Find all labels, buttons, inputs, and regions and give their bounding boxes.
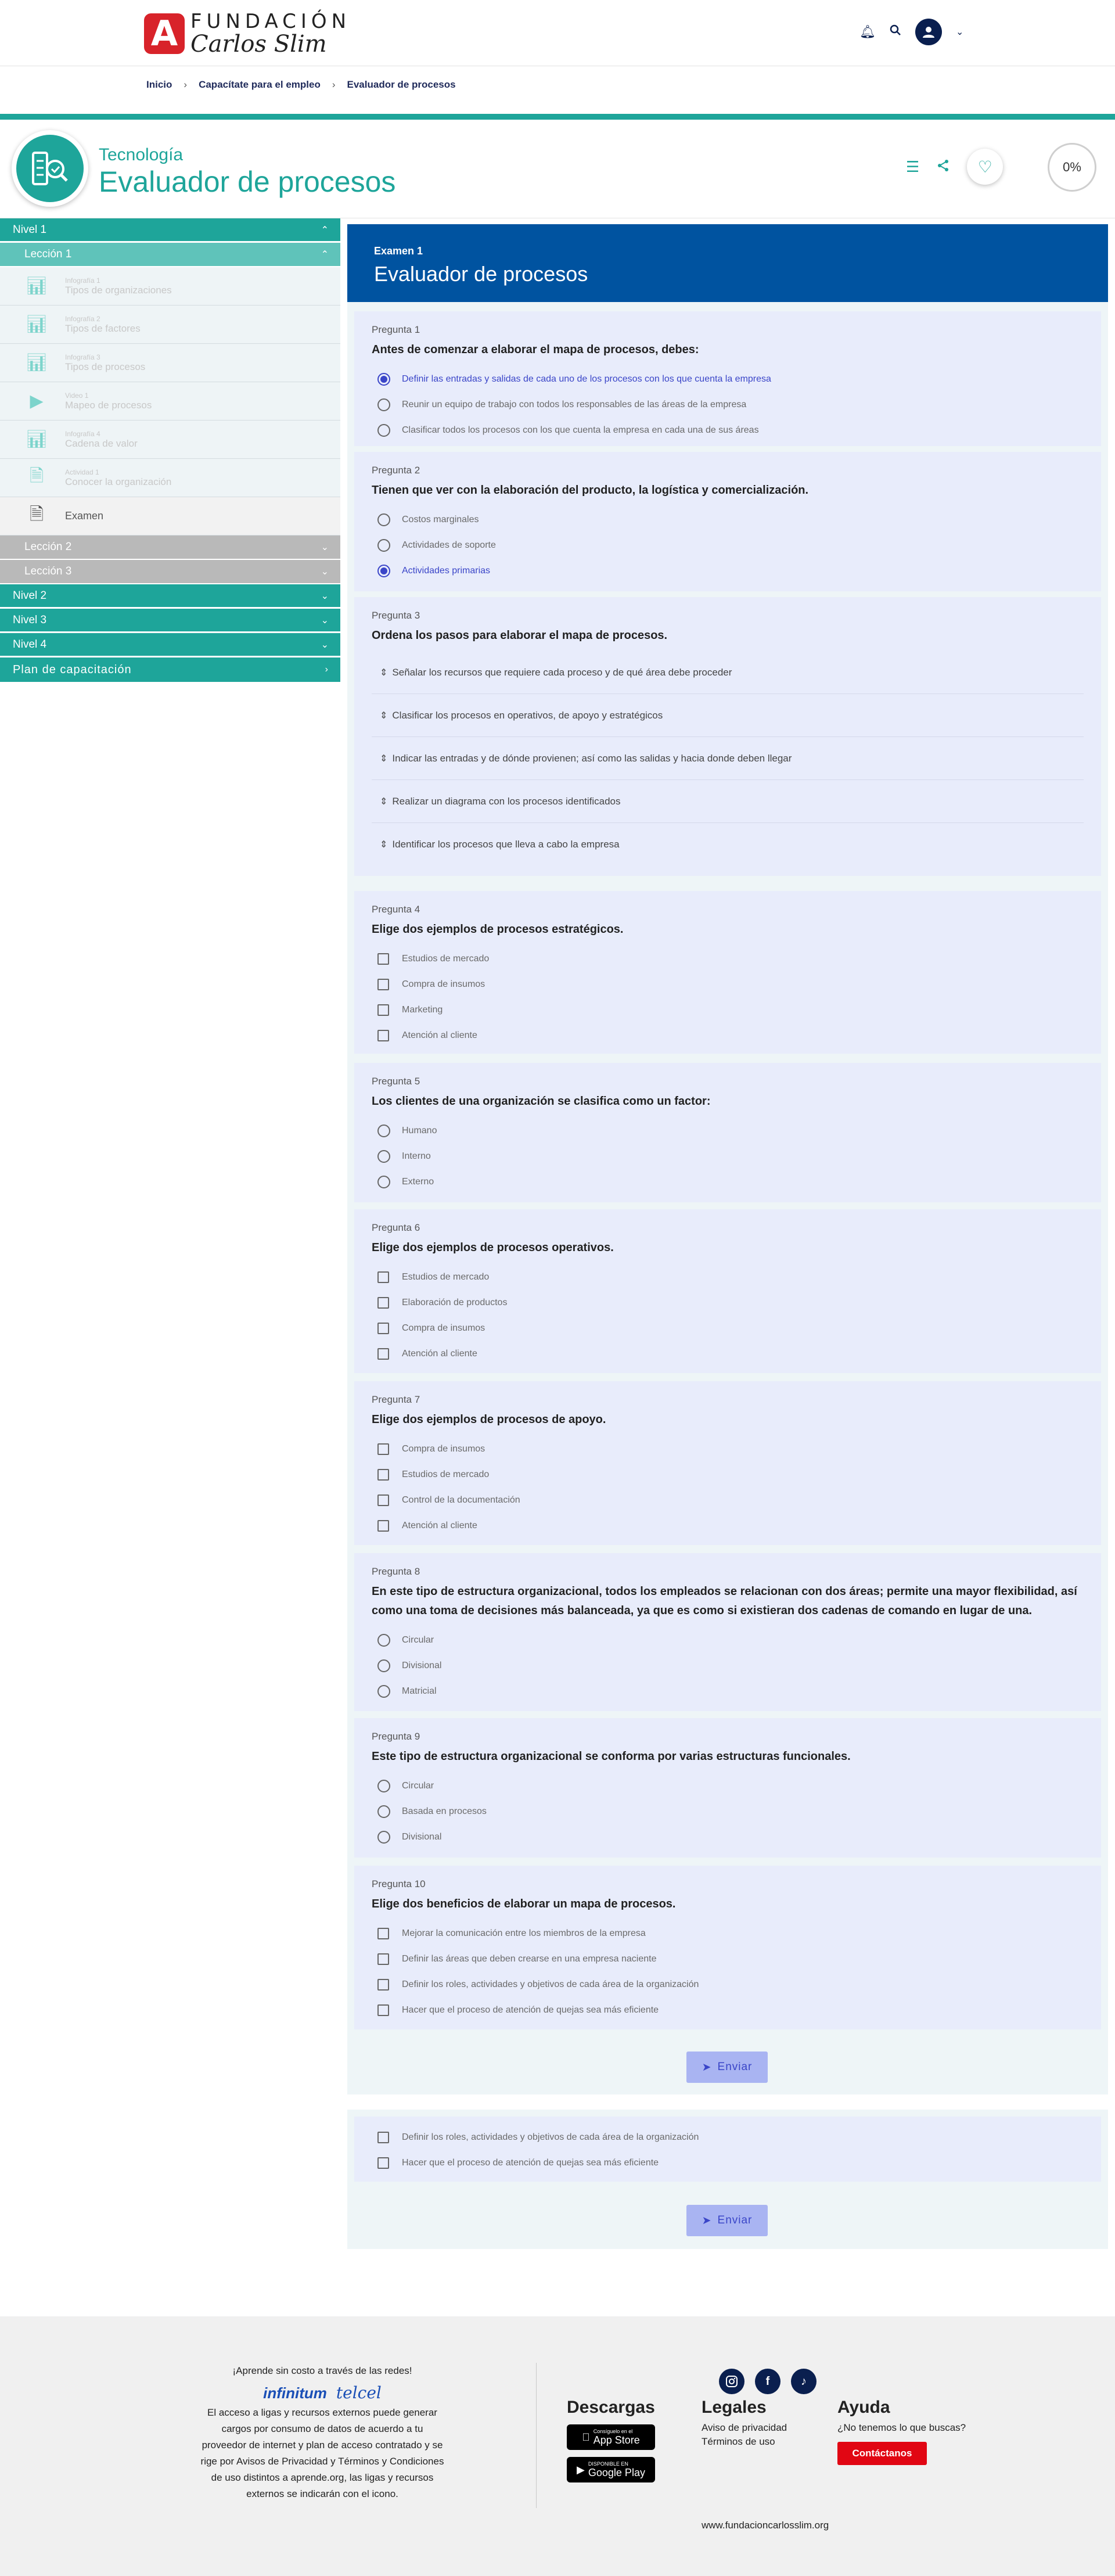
legal-title: Legales bbox=[702, 2398, 767, 2417]
sort-label: Identificar los procesos que lleva a cabo la empresa bbox=[392, 839, 620, 850]
radio-option[interactable] bbox=[372, 1118, 1084, 1144]
option-label: Definir los roles, actividades y objetivos de cada área de la organización bbox=[402, 2132, 699, 2142]
checkbox[interactable] bbox=[377, 953, 389, 965]
social-text: ¡Aprende sin costo a través de las redes! bbox=[232, 2365, 412, 2376]
social-icons bbox=[719, 2369, 817, 2394]
exam-panel bbox=[347, 224, 1108, 2094]
question-4 bbox=[354, 891, 1101, 1054]
help-text: ¿No tenemos lo que buscas? bbox=[837, 2422, 966, 2433]
send-label: Enviar bbox=[717, 2214, 753, 2226]
sidebar-lesson-2[interactable] bbox=[0, 536, 340, 560]
checkbox[interactable] bbox=[377, 1004, 389, 1016]
chevron-down-icon: ⌄ bbox=[321, 639, 329, 650]
checkbox-option[interactable] bbox=[372, 1264, 1084, 1290]
course-category: Tecnología bbox=[99, 145, 184, 164]
question-label: Pregunta 4 bbox=[372, 904, 420, 915]
sidebar-item-actividad-1[interactable] bbox=[0, 459, 340, 497]
radio-selected[interactable] bbox=[377, 373, 390, 386]
send-label: Enviar bbox=[717, 2061, 753, 2073]
item-title: Conocer la organización bbox=[65, 476, 172, 487]
exam-title: Evaluador de procesos bbox=[374, 262, 588, 286]
radio-option[interactable] bbox=[372, 1653, 1084, 1679]
radio-option[interactable] bbox=[372, 533, 1084, 558]
question-5 bbox=[354, 1063, 1101, 1202]
question-label: Pregunta 8 bbox=[372, 1566, 420, 1577]
question-6 bbox=[354, 1209, 1101, 1373]
exam-icon: 🗎︎ bbox=[29, 505, 44, 524]
share-icon[interactable] bbox=[937, 158, 949, 176]
radio-option[interactable] bbox=[372, 1824, 1084, 1850]
option-label: Estudios de mercado bbox=[402, 954, 490, 964]
option-label: Basada en procesos bbox=[402, 1806, 487, 1816]
play-label: Google Play bbox=[588, 2466, 645, 2478]
sidebar-item-infografia-1[interactable] bbox=[0, 267, 340, 306]
sort-label: Realizar un diagrama con los procesos identificados bbox=[392, 795, 621, 807]
checkbox-option[interactable] bbox=[372, 1946, 1084, 1972]
sidebar-lesson-1[interactable] bbox=[0, 243, 340, 267]
radio-button[interactable] bbox=[377, 1150, 390, 1163]
sort-handle-icon[interactable]: ⇕ bbox=[380, 840, 388, 850]
downloads-column bbox=[567, 2398, 655, 2482]
sortable-item[interactable] bbox=[372, 823, 1084, 866]
facebook-icon[interactable]: f bbox=[755, 2369, 780, 2394]
terms-link[interactable]: Términos de uso bbox=[702, 2436, 775, 2447]
chevron-down-icon: ⌄ bbox=[321, 567, 329, 577]
radio-button[interactable] bbox=[377, 398, 390, 411]
sidebar-level-1[interactable] bbox=[0, 218, 340, 243]
infinitum-logo[interactable]: infinitum bbox=[263, 2384, 327, 2402]
option-label: Compra de insumos bbox=[402, 979, 485, 989]
item-type: Infografía 1 bbox=[65, 276, 100, 285]
question-text: Elige dos ejemplos de procesos de apoyo. bbox=[372, 1413, 606, 1426]
option-label: Interno bbox=[402, 1151, 431, 1161]
option-label: Hacer que el proceso de atención de quejas sea más eficiente bbox=[402, 2005, 659, 2015]
radio-option[interactable] bbox=[372, 418, 1084, 443]
option-label: Definir las áreas que deben crearse en una empresa naciente bbox=[402, 1954, 657, 1964]
question-label: Pregunta 10 bbox=[372, 1878, 426, 1889]
send-icon: ➤ bbox=[702, 2214, 712, 2227]
question-label: Pregunta 1 bbox=[372, 324, 420, 335]
heart-icon[interactable]: ♡ bbox=[967, 149, 1003, 185]
help-column bbox=[837, 2398, 966, 2465]
apple-icon bbox=[582, 2431, 590, 2444]
sort-label: Indicar las entradas y de dónde provienen; así como las salidas y hacia donde deben llegar bbox=[392, 752, 792, 764]
question-label: Pregunta 5 bbox=[372, 1076, 420, 1087]
question-label: Pregunta 9 bbox=[372, 1731, 420, 1742]
play-icon: ▶ bbox=[577, 2463, 585, 2476]
option-label: Marketing bbox=[402, 1005, 443, 1015]
checkbox-option[interactable] bbox=[372, 1316, 1084, 1341]
sort-handle-icon[interactable]: ⇕ bbox=[380, 753, 388, 764]
option-label: Divisional bbox=[402, 1832, 442, 1842]
checkbox-option[interactable] bbox=[372, 1972, 1084, 1997]
infographic-icon: 📊︎ bbox=[25, 315, 48, 334]
checkbox[interactable] bbox=[377, 979, 389, 990]
option-label: Atención al cliente bbox=[402, 1349, 477, 1359]
course-icon bbox=[12, 130, 88, 207]
question-text: En este tipo de estructura organizacional, todos los empleados se relacionan con dos áreas; permite una mayor flexibilidad, así como una toma de decisiones más balanceada, ya que es como si existieran dos cadenas de comando en lugar de una. bbox=[372, 1585, 1077, 1617]
list-icon[interactable]: ☰ bbox=[906, 157, 920, 175]
checkbox[interactable] bbox=[377, 1979, 389, 1991]
checkbox[interactable] bbox=[377, 1494, 389, 1506]
question-8 bbox=[354, 1553, 1101, 1711]
checkbox-option[interactable] bbox=[372, 1341, 1084, 1367]
radio-option[interactable] bbox=[372, 367, 1084, 392]
checkbox[interactable] bbox=[377, 1271, 389, 1283]
option-label: Matricial bbox=[402, 1686, 437, 1696]
item-title: Mapeo de procesos bbox=[65, 399, 152, 411]
logo-mark: A bbox=[144, 13, 185, 54]
radio-button[interactable] bbox=[377, 1831, 390, 1844]
help-title: Ayuda bbox=[837, 2398, 890, 2417]
option-label: Estudios de mercado bbox=[402, 1470, 490, 1479]
sidebar-item-infografia-2[interactable] bbox=[0, 306, 340, 344]
radio-option[interactable] bbox=[372, 1627, 1084, 1653]
checkbox-option[interactable] bbox=[372, 1462, 1084, 1488]
panel-gap bbox=[347, 2094, 1108, 2106]
breadcrumb-section[interactable]: Capacítate para el empleo bbox=[199, 79, 321, 90]
sidebar-item-infografia-4[interactable] bbox=[0, 421, 340, 459]
infographic-icon: 📊︎ bbox=[25, 353, 48, 372]
radio-option[interactable] bbox=[372, 507, 1084, 533]
lesson-label: Lección 3 bbox=[24, 565, 72, 577]
question-text: Ordena los pasos para elaborar el mapa de procesos. bbox=[372, 629, 668, 642]
exam-panel-repeat bbox=[347, 2110, 1108, 2249]
exam-header bbox=[347, 224, 1108, 302]
fundacion-logo[interactable] bbox=[144, 12, 351, 56]
breadcrumb-home[interactable]: Inicio bbox=[146, 79, 172, 90]
chevron-up-icon: ⌃ bbox=[321, 225, 329, 235]
chevron-down-icon: ⌄ bbox=[321, 615, 329, 626]
sort-handle-icon[interactable]: ⇕ bbox=[380, 796, 388, 807]
checkbox-option[interactable] bbox=[372, 2150, 1084, 2176]
plan-label: Plan de capacitación bbox=[13, 663, 132, 676]
sidebar-item-video-1[interactable] bbox=[0, 382, 340, 421]
course-header bbox=[0, 120, 1115, 218]
app-store-label: App Store bbox=[589, 2434, 636, 2446]
app-store-small: Consíguelo en el bbox=[589, 2428, 629, 2434]
sidebar-item-infografia-3[interactable] bbox=[0, 344, 340, 382]
sidebar-item-examen[interactable] bbox=[0, 497, 340, 536]
checkbox[interactable] bbox=[377, 2004, 389, 2016]
radio-button[interactable] bbox=[377, 424, 390, 437]
progress-indicator: 0% bbox=[1048, 143, 1096, 192]
chevron-down-icon[interactable]: ⌄ bbox=[955, 27, 964, 37]
checkbox[interactable] bbox=[377, 1469, 389, 1481]
question-2 bbox=[354, 452, 1101, 591]
user-icon[interactable] bbox=[915, 19, 942, 45]
footer-social-block bbox=[200, 2363, 444, 2502]
option-label: Externo bbox=[402, 1177, 434, 1187]
checkbox-option[interactable] bbox=[372, 1997, 1084, 2023]
logo-line1: FUNDACIÓN bbox=[190, 10, 351, 33]
question-text: Los clientes de una organización se clasifica como un factor: bbox=[372, 1095, 711, 1108]
checkbox-option[interactable] bbox=[372, 1513, 1084, 1539]
question-text: Tienen que ver con la elaboración del producto, la logística y comercialización. bbox=[372, 484, 809, 497]
option-label: Estudios de mercado bbox=[402, 1272, 490, 1282]
instagram-icon[interactable] bbox=[719, 2369, 744, 2394]
radio-selected[interactable] bbox=[377, 565, 390, 577]
checkbox-option[interactable] bbox=[372, 946, 1084, 972]
option-label: Clasificar todos los procesos con los que cuenta la empresa en cada una de sus áreas bbox=[402, 425, 759, 435]
option-label: Atención al cliente bbox=[402, 1030, 477, 1040]
item-type: Video 1 bbox=[65, 391, 89, 400]
logo-line2: Carlos Slim bbox=[190, 31, 327, 58]
item-title: Tipos de procesos bbox=[65, 361, 146, 372]
checkbox[interactable] bbox=[377, 2132, 389, 2143]
radio-option[interactable] bbox=[372, 558, 1084, 584]
footer-url[interactable]: www.fundacioncarlosslim.org bbox=[702, 2520, 829, 2531]
video-icon: ▶ bbox=[30, 391, 44, 411]
question-label: Pregunta 6 bbox=[372, 1222, 420, 1233]
search-icon[interactable] bbox=[890, 24, 901, 39]
option-label: Definir los roles, actividades y objetivos de cada área de la organización bbox=[402, 1979, 699, 1989]
breadcrumb-current: Evaluador de procesos bbox=[347, 79, 456, 90]
lesson-label: Lección 2 bbox=[24, 541, 72, 553]
sidebar-plan[interactable] bbox=[0, 658, 340, 682]
checkbox[interactable] bbox=[377, 1928, 389, 1939]
teal-divider bbox=[0, 114, 1115, 120]
play-small: DISPONIBLE EN bbox=[588, 2460, 628, 2467]
checkbox[interactable] bbox=[377, 1520, 389, 1532]
radio-button[interactable] bbox=[377, 1124, 390, 1137]
question-9 bbox=[354, 1718, 1101, 1858]
option-label: Compra de insumos bbox=[402, 1323, 485, 1333]
footer-divider bbox=[536, 2363, 537, 2508]
telcel-logo[interactable]: telcel bbox=[336, 2383, 382, 2402]
question-text: Elige dos ejemplos de procesos estratégicos. bbox=[372, 923, 624, 936]
app-store-badge[interactable] bbox=[567, 2424, 655, 2450]
checkbox-option[interactable] bbox=[372, 1921, 1084, 1946]
question-label: Pregunta 2 bbox=[372, 465, 420, 476]
option-label: Elaboración de productos bbox=[402, 1298, 508, 1307]
sortable-item[interactable] bbox=[372, 737, 1084, 780]
radio-option[interactable] bbox=[372, 1679, 1084, 1704]
checkbox[interactable] bbox=[377, 1443, 389, 1455]
radio-button[interactable] bbox=[377, 1176, 390, 1188]
item-type: Infografía 2 bbox=[65, 314, 100, 323]
question-7 bbox=[354, 1381, 1101, 1545]
option-label: Mejorar la comunicación entre los miembros de la empresa bbox=[402, 1928, 646, 1938]
chevron-up-icon: ⌃ bbox=[321, 250, 329, 260]
radio-button[interactable] bbox=[377, 1805, 390, 1818]
checkbox-option[interactable] bbox=[372, 997, 1084, 1023]
radio-button[interactable] bbox=[377, 539, 390, 552]
sidebar-level-4[interactable] bbox=[0, 633, 340, 658]
chevron-down-icon: ⌄ bbox=[321, 591, 329, 601]
question-label: Pregunta 7 bbox=[372, 1394, 420, 1405]
chevron-right-icon: › bbox=[184, 79, 188, 90]
option-label: Definir las entradas y salidas de cada uno de los procesos con los que cuenta la empresa bbox=[402, 374, 771, 384]
question-10-repeat bbox=[354, 2117, 1101, 2182]
contact-button[interactable]: Contáctanos bbox=[837, 2442, 927, 2465]
item-title: Examen bbox=[65, 510, 104, 522]
checkbox-option[interactable] bbox=[372, 972, 1084, 997]
checkbox-option[interactable] bbox=[372, 1488, 1084, 1513]
checkbox[interactable] bbox=[377, 1953, 389, 1965]
sortable-item[interactable] bbox=[372, 694, 1084, 737]
option-label: Divisional bbox=[402, 1661, 442, 1670]
option-label: Hacer que el proceso de atención de quejas sea más eficiente bbox=[402, 2158, 659, 2168]
checkbox[interactable] bbox=[377, 1323, 389, 1334]
checkbox[interactable] bbox=[377, 1348, 389, 1360]
send-icon: ➤ bbox=[702, 2061, 712, 2074]
sortable-item[interactable] bbox=[372, 651, 1084, 694]
option-label: Reunir un equipo de trabajo con todos los responsables de las áreas de la empresa bbox=[402, 400, 747, 409]
question-1 bbox=[354, 311, 1101, 446]
question-3 bbox=[354, 597, 1101, 876]
checkbox-option[interactable] bbox=[372, 1023, 1084, 1048]
question-text: Elige dos ejemplos de procesos operativos. bbox=[372, 1241, 614, 1254]
level-label: Nivel 2 bbox=[13, 589, 47, 602]
top-header bbox=[0, 0, 1115, 66]
radio-option[interactable] bbox=[372, 1144, 1084, 1169]
option-label: Actividades de soporte bbox=[402, 540, 496, 550]
course-sidebar bbox=[0, 218, 340, 682]
question-text: Elige dos beneficios de elaborar un mapa de procesos. bbox=[372, 1898, 676, 1910]
option-label: Control de la documentación bbox=[402, 1495, 520, 1505]
radio-button[interactable] bbox=[377, 1685, 390, 1698]
course-title: Evaluador de procesos bbox=[99, 166, 396, 198]
exam-number: Examen 1 bbox=[374, 245, 423, 257]
radio-option[interactable] bbox=[372, 1799, 1084, 1824]
checkbox-option[interactable] bbox=[372, 1436, 1084, 1462]
option-label: Atención al cliente bbox=[402, 1521, 477, 1530]
radio-button[interactable] bbox=[377, 513, 390, 526]
option-label: Costos marginales bbox=[402, 515, 479, 524]
document-icon: 🗎︎ bbox=[29, 466, 44, 486]
bell-icon[interactable]: 🔔︎ bbox=[859, 24, 876, 39]
sortable-item[interactable] bbox=[372, 780, 1084, 823]
item-title: Tipos de factores bbox=[65, 322, 141, 334]
item-title: Tipos de organizaciones bbox=[65, 284, 172, 296]
radio-option[interactable] bbox=[372, 1169, 1084, 1195]
question-text: Este tipo de estructura organizacional se conforma por varias estructuras funcionales. bbox=[372, 1750, 851, 1763]
option-label: Circular bbox=[402, 1635, 434, 1645]
chevron-right-icon: › bbox=[332, 79, 336, 90]
item-title: Cadena de valor bbox=[65, 437, 138, 449]
sort-handle-icon[interactable]: ⇕ bbox=[380, 667, 388, 678]
send-button[interactable] bbox=[686, 2052, 768, 2083]
disclaimer: El acceso a ligas y recursos externos puede generar cargos por consumo de datos de acuerdo a tu proveedor de internet y plan de acceso contratado y se rige por Avisos de Privacidad y Términos y Condiciones de uso distintos a aprende.org, las ligas y recursos externos se indicarán con el icono. bbox=[200, 2407, 444, 2499]
checkbox-option[interactable] bbox=[372, 1290, 1084, 1316]
checkbox-option[interactable] bbox=[372, 2125, 1084, 2150]
breadcrumb bbox=[146, 79, 456, 91]
item-type: Infografía 3 bbox=[65, 353, 100, 361]
level-label: Nivel 4 bbox=[13, 638, 47, 651]
chevron-right-icon: › bbox=[325, 664, 329, 674]
radio-button[interactable] bbox=[377, 1659, 390, 1672]
sidebar-level-2[interactable] bbox=[0, 584, 340, 609]
level-label: Nivel 1 bbox=[13, 223, 47, 236]
sort-handle-icon[interactable]: ⇕ bbox=[380, 710, 388, 721]
tiktok-icon[interactable]: ♪ bbox=[791, 2369, 817, 2394]
option-label: Circular bbox=[402, 1781, 434, 1791]
sort-label: Clasificar los procesos en operativos, de apoyo y estratégicos bbox=[392, 709, 663, 721]
checkbox[interactable] bbox=[377, 2157, 389, 2169]
option-label: Humano bbox=[402, 1126, 437, 1136]
level-label: Nivel 3 bbox=[13, 613, 47, 626]
checkbox[interactable] bbox=[377, 1030, 389, 1041]
radio-option[interactable] bbox=[372, 392, 1084, 418]
question-text: Antes de comenzar a elaborar el mapa de procesos, debes: bbox=[372, 343, 699, 356]
radio-option[interactable] bbox=[372, 1773, 1084, 1799]
google-play-badge[interactable] bbox=[567, 2457, 655, 2482]
radio-button[interactable] bbox=[377, 1780, 390, 1792]
sidebar-lesson-3[interactable] bbox=[0, 560, 340, 584]
option-label: Actividades primarias bbox=[402, 566, 491, 576]
question-label: Pregunta 3 bbox=[372, 610, 420, 621]
privacy-link[interactable]: Aviso de privacidad bbox=[702, 2422, 787, 2433]
chevron-down-icon: ⌄ bbox=[321, 542, 329, 552]
lesson-label: Lección 1 bbox=[24, 248, 72, 260]
sidebar-level-3[interactable] bbox=[0, 609, 340, 633]
send-button[interactable] bbox=[686, 2205, 768, 2236]
radio-button[interactable] bbox=[377, 1634, 390, 1647]
legal-column bbox=[702, 2398, 787, 2448]
item-type: Infografía 4 bbox=[65, 429, 100, 438]
item-type: Actividad 1 bbox=[65, 468, 99, 476]
downloads-title: Descargas bbox=[567, 2398, 655, 2417]
sort-label: Señalar los recursos que requiere cada proceso y de qué área debe proceder bbox=[392, 666, 732, 678]
footer bbox=[0, 2316, 1115, 2576]
infographic-icon: 📊︎ bbox=[25, 430, 48, 449]
option-label: Compra de insumos bbox=[402, 1444, 485, 1454]
checkbox[interactable] bbox=[377, 1297, 389, 1309]
infographic-icon: 📊︎ bbox=[25, 276, 48, 296]
question-10 bbox=[354, 1866, 1101, 2029]
